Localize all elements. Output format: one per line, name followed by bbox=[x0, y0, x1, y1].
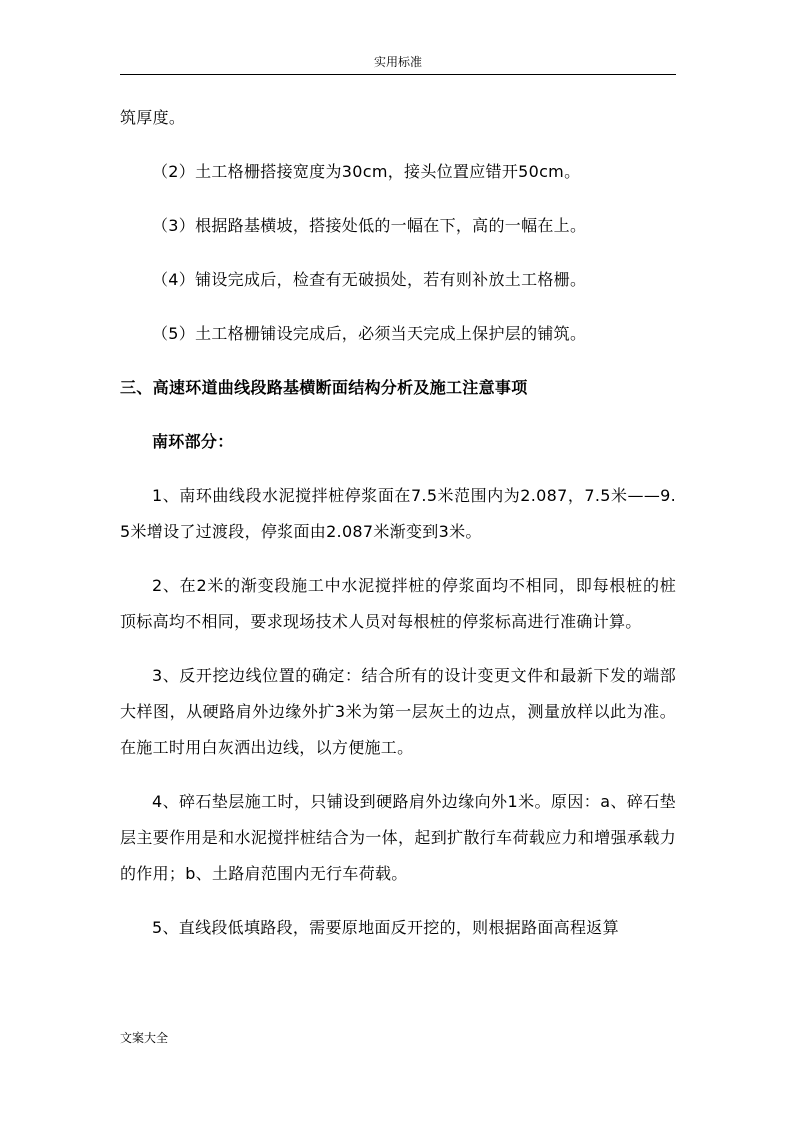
section-heading: 三、高速环道曲线段路基横断面结构分析及施工注意事项 bbox=[120, 378, 528, 397]
numbered-item-5: 5、直线段低填路段，需要原地面反开挖的，则根据路面高程返算 bbox=[152, 918, 619, 937]
numbered-item-4: 4、碎石垫层施工时，只铺设到硬路肩外边缘向外1米。原因：a、碎石垫层主要作用是和水泥搅拌桩结合为一体，起到扩散行车荷载应力和增强承载力的作用；b、土路肩范围内无行车荷载。 bbox=[120, 792, 676, 883]
sub-heading: 南环部分： bbox=[152, 432, 234, 451]
list-item-2: （2）土工格栅搭接宽度为30cm，接头位置应错开50cm。 bbox=[152, 162, 581, 181]
page-footer: 文案大全 bbox=[120, 1031, 169, 1045]
paragraph-continuation: 筑厚度。 bbox=[120, 108, 186, 127]
list-item-3: （3）根据路基横坡，搭接处低的一幅在下，高的一幅在上。 bbox=[152, 216, 587, 235]
page-header: 实用标准 bbox=[373, 55, 422, 69]
numbered-item-2: 2、在2米的渐变段施工中水泥搅拌桩的停浆面均不相同，即每根桩的桩顶标高均不相同，要求现场技术人员对每根桩的停浆标高进行准确计算。 bbox=[120, 576, 676, 631]
list-item-5: （5）土工格栅铺设完成后，必须当天完成上保护层的铺筑。 bbox=[152, 324, 587, 343]
numbered-item-1: 1、南环曲线段水泥搅拌桩停浆面在7.5米范围内为2.087，7.5米——9.5米增设了过渡段，停浆面由2.087米渐变到3米。 bbox=[120, 486, 676, 541]
list-item-4: （4）铺设完成后，检查有无破损处，若有则补放土工格栅。 bbox=[152, 270, 587, 289]
numbered-item-3: 3、反开挖边线位置的确定：结合所有的设计变更文件和最新下发的端部大样图，从硬路肩外边缘外扩3米为第一层灰土的边点，测量放样以此为准。在施工时用白灰洒出边线，以方便施工。 bbox=[120, 666, 676, 757]
document-body bbox=[120, 100, 676, 946]
header-divider bbox=[120, 74, 676, 75]
